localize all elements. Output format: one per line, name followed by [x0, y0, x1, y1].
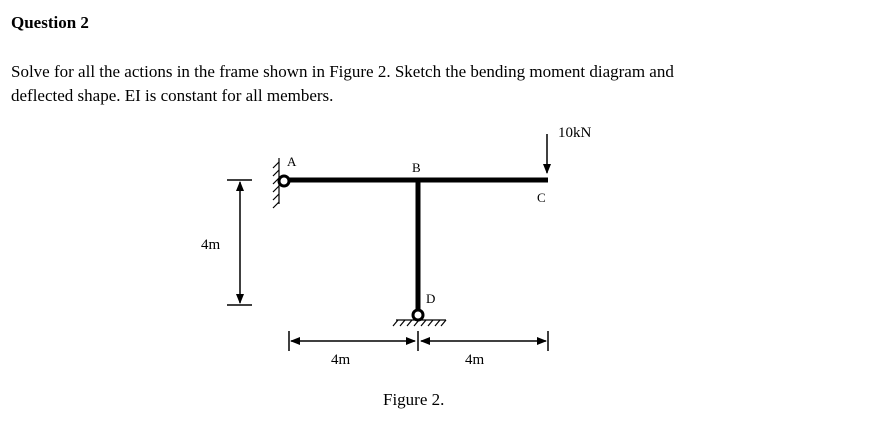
question-heading: Question 2 — [11, 13, 89, 32]
pin-support-a — [279, 176, 289, 186]
pin-support-d — [413, 310, 423, 320]
height-dimension-label: 4m — [201, 237, 221, 253]
node-label-c: C — [537, 190, 546, 205]
span-right-label: 4m — [465, 352, 485, 368]
question-text-line-1: Solve for all the actions in the frame shown in Figure 2. Sketch the bending moment diagram and — [11, 62, 674, 81]
node-label-a: A — [287, 154, 297, 169]
figure-caption: Figure 2. — [383, 390, 445, 409]
node-label-b: B — [412, 160, 421, 175]
question-text-line-2: deflected shape. EI is constant for all members. — [11, 86, 334, 105]
span-left-label: 4m — [331, 352, 351, 368]
height-dimension — [227, 180, 252, 305]
node-label-d: D — [426, 291, 436, 306]
load-label: 10kN — [558, 125, 592, 141]
span-dimension — [289, 331, 548, 351]
